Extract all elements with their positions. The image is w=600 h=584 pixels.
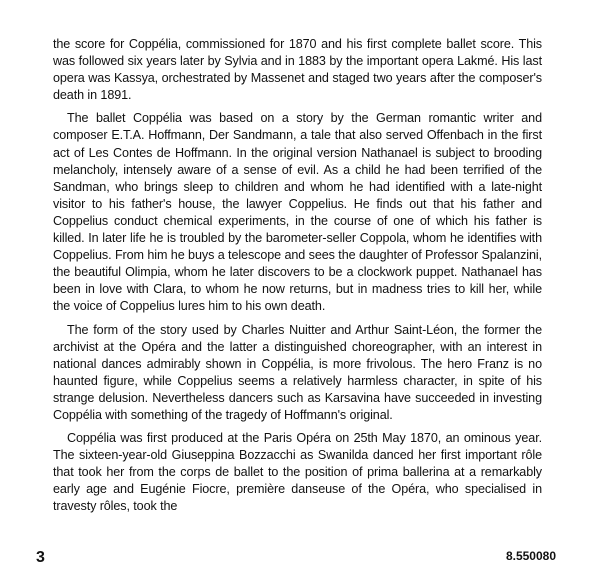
paragraph-3: The form of the story used by Charles Nuitter and Arthur Saint-Léon, the former the archivist at the Opéra and the latter a distinguished choreographer, with an interest in national dances admirably shown in Coppélia, is more frivolous. The hero Franz is no haunted figure, while Coppelius seems a relatively harmless character, in spite of his strange delusion. Nevertheless dancers such as Karsavina have succeeded in investing Coppélia with something of the tragedy of Hoffmann's original. <box>53 322 542 422</box>
document-body <box>53 36 542 522</box>
catalog-number: 8.550080 <box>505 549 556 563</box>
paragraph-4: Coppélia was first produced at the Paris Opéra on 25th May 1870, an ominous year. The sixteen-year-old Giuseppina Bozzacchi as Swanilda danced her first important rôle that took her from the corps de ballet to the position of prima ballerina at a remarkably early age and Eugénie Fiocre, première danseuse of the Opéra, who specialised in travesty rôles, took the <box>53 431 542 514</box>
paragraph-2: The ballet Coppélia was based on a story by the German romantic writer and composer E.T.A. Hoffmann, Der Sandmann, a tale that also served Offenbach in the first act of Les Contes de Hoffmann. In the original version Nathanael is subject to brooding melancholy, intensely aware of a sense of evil. As a child he had been terrified of the Sandman, who brings sleep to children and whom he had identified with a late-night visitor to his father's house, the lawyer Coppelius. He finds out that his father and Coppelius conduct chemical experiments, in the course of one of which his father is killed. In later life he is troubled by the barometer-seller Coppola, whom he identifies with Coppelius. From him he buys a telescope and sees the daughter of Professor Spalanzini, the beautiful Olimpia, whom he later discovers to be a clockwork puppet. Nathanael has been in love with Clara, to whom he now returns, but in madness tries to kill her, while the voice of Coppelius lures him to his own death. <box>53 111 542 314</box>
page-number: 3 <box>36 549 45 566</box>
paragraph-1: the score for Coppélia, commissioned for 1870 and his first complete ballet score. This was followed six years later by Sylvia and in 1883 by the important opera Lakmé. His last opera was Kassya, orchestrated by Massenet and staged two years after the composer's death in 1891. <box>53 37 542 103</box>
